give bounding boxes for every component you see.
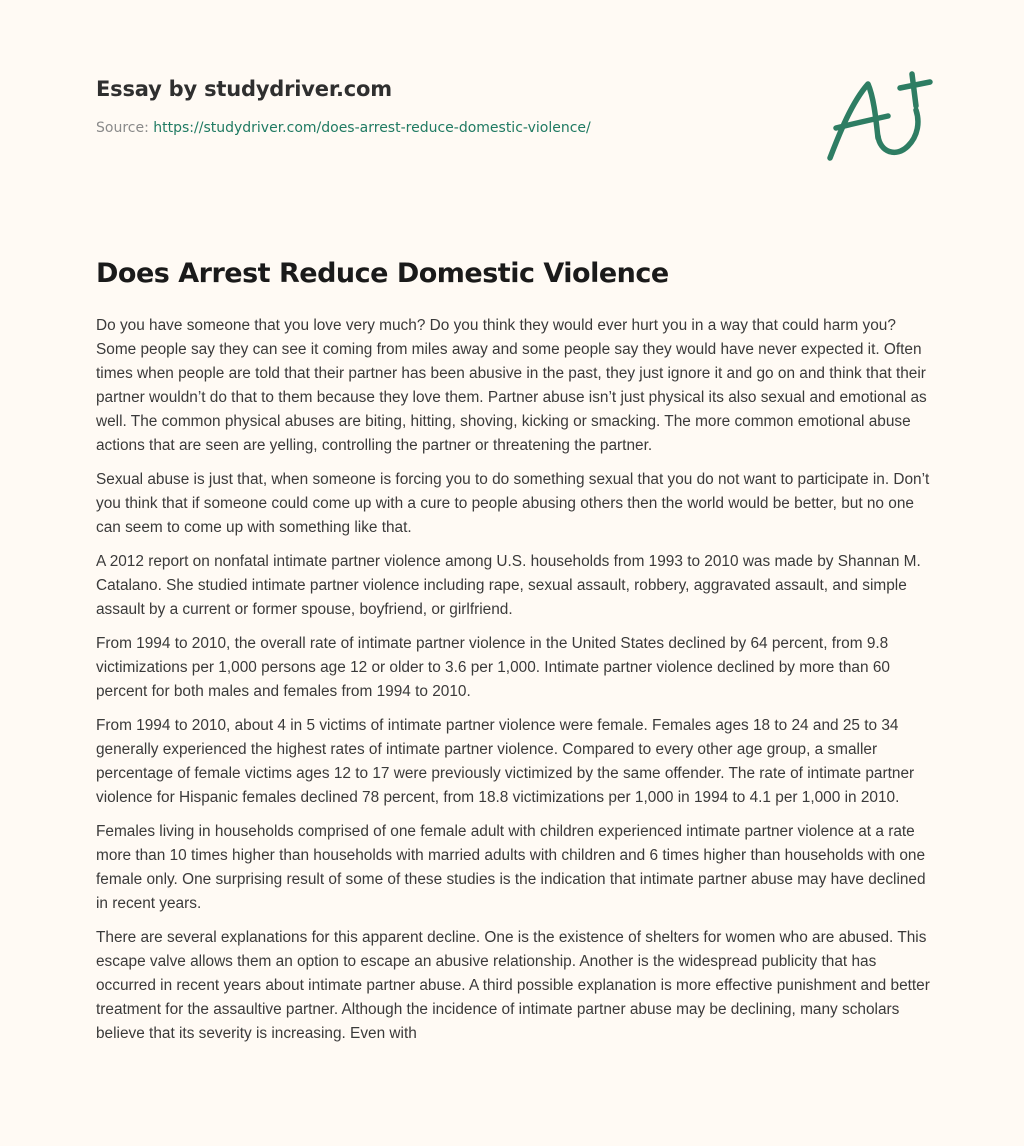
paragraph: A 2012 report on nonfatal intimate partner violence among U.S. households from 1993 to 2010 was made by Shannan M. Catalano. She studied intimate partner violence including rape, sexual assault, robbery, aggravated assault, and simple assault by a current or former spouse, boyfriend, or girlfriend.	[96, 553, 921, 618]
essay-body	[96, 314, 930, 1056]
a-plus-grade-icon	[818, 62, 938, 172]
paragraph: Sexual abuse is just that, when someone is forcing you to do something sexual that you do not want to participate in. Don’t you think that if someone could come up with a cure to people abusing others then the world would be better, but no one can seem to come up with something like that.	[96, 471, 930, 536]
document-title: Does Arrest Reduce Domestic Violence	[96, 258, 669, 289]
source-line	[96, 118, 796, 138]
paragraph: From 1994 to 2010, about 4 in 5 victims of intimate partner violence were female. Females ages 18 to 24 and 25 to 34 generally experienced the highest rates of intimate partner violence. Compared to every other age group, a smaller percentage of female victims ages 12 to 17 were previously victimized by the same offender. The rate of intimate partner violence for Hispanic females declined 78 percent, from 18.8 victimizations per 1,000 in 1994 to 4.1 per 1,000 in 2010.	[96, 717, 915, 806]
paragraph: Females living in households comprised of one female adult with children experienced intimate partner violence at a rate more than 10 times higher than households with married adults with children and 6 times higher than households with one female only. One surprising result of some of these studies is the indication that intimate partner abuse may have declined in recent years.	[96, 823, 926, 912]
source-label: Source:	[96, 120, 154, 136]
source-link[interactable]: https://studydriver.com/does-arrest-reduce-domestic-violence/	[153, 120, 591, 136]
paragraph: There are several explanations for this apparent decline. One is the existence of shelters for women who are abused. This escape valve allows them an option to escape an abusive relationship. Another is the widespread publicity that has occurred in recent years about intimate partner abuse. A third possible explanation is more effective punishment and better treatment for the assaultive partner. Although the incidence of intimate partner abuse may be declining, many scholars believe that its severity is increasing. Even with	[96, 929, 930, 1042]
paragraph: From 1994 to 2010, the overall rate of intimate partner violence in the United States declined by 64 percent, from 9.8 victimizations per 1,000 persons age 12 or older to 3.6 per 1,000. Intimate partner violence declined by more than 60 percent for both males and females from 1994 to 2010.	[96, 635, 890, 700]
essay-header	[96, 74, 796, 138]
site-title: Essay by studydriver.com	[96, 77, 392, 101]
paragraph: Do you have someone that you love very much? Do you think they would ever hurt you in a way that could harm you? Some people say they can see it coming from miles away and some people say they would have never expected it. Often times when people are told that their partner has been abusive in the past, they just ignore it and go on and think that their partner wouldn’t do that to them because they love them. Partner abuse isn’t just physical its also sexual and emotional as well. The common physical abuses are biting, hitting, shoving, kicking or smacking. The more common emotional abuse actions that are seen are yelling, controlling the partner or threatening the partner.	[96, 317, 927, 454]
